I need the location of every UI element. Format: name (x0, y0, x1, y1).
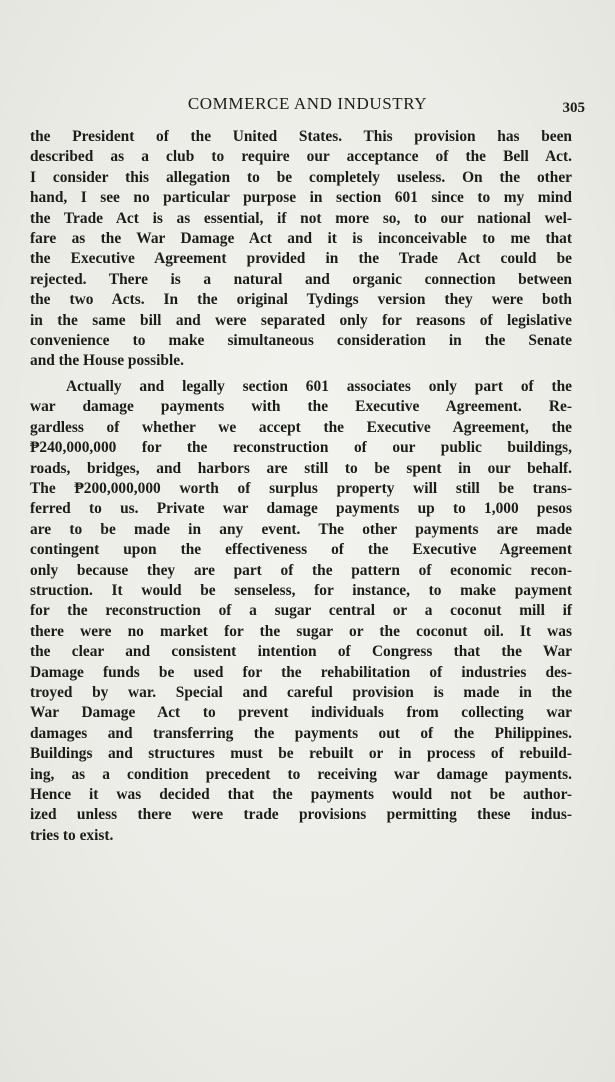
paragraph-1 (30, 127, 572, 372)
text-line: war damage payments with the Executive Agreement. Re- (30, 398, 572, 416)
text-line: fare as the War Damage Act and it is inconceivable to me that (30, 230, 572, 248)
running-head (30, 94, 585, 118)
text-line: there were no market for the sugar or the coconut oil. It was (30, 622, 572, 640)
text-line: Hence it was decided that the payments would not be author- (30, 786, 572, 803)
text-line: hand, I see no particular purpose in section 601 since to my mind (30, 189, 572, 207)
text-line: gardless of whether we accept the Executive Agreement, the (30, 418, 572, 436)
text-line: in the same bill and were separated only for reasons of legislative (30, 311, 572, 329)
text-line: tries to exist. (30, 826, 114, 844)
text-line: struction. It would be senseless, for instance, to make payment (30, 581, 572, 599)
text-line: and the House possible. (30, 352, 184, 370)
paragraph-2 (30, 377, 572, 846)
text-line: the Executive Agreement provided in the Trade Act could be (30, 250, 572, 268)
text-line: ing, as a condition precedent to receiving war damage payments. (30, 765, 572, 783)
text-line: troyed by war. Special and careful provision is made in the (30, 683, 572, 701)
text-line: convenience to make simultaneous consideration in the Senate (30, 332, 572, 350)
text-line: only because they are part of the pattern of economic recon- (30, 561, 572, 579)
text-line: are to be made in any event. The other payments are made (30, 520, 572, 538)
text-line: The ₱200,000,000 worth of surplus property will still be trans- (30, 479, 572, 497)
text-line: the clear and consistent intention of Congress that the War (30, 643, 572, 661)
text-line: War Damage Act to prevent individuals from collecting war (30, 704, 572, 722)
page-number: 305 (562, 100, 585, 116)
text-line: Damage funds be used for the rehabilitation of industries des- (30, 663, 572, 681)
text-line: Actually and legally section 601 associates only part of the (66, 377, 572, 395)
text-line: described as a club to require our acceptance of the Bell Act. (30, 148, 572, 166)
text-line: for the reconstruction of a sugar central or a coconut mill if (30, 602, 572, 620)
body-text (30, 127, 572, 846)
text-line: ferred to us. Private war damage payments up to 1,000 pesos (30, 500, 572, 518)
text-line: contingent upon the effectiveness of the Executive Agreement (30, 541, 572, 559)
text-line: I consider this allegation to be completely useless. On the other (30, 168, 572, 186)
running-title: COMMERCE AND INDUSTRY (187, 94, 428, 113)
text-line: the two Acts. In the original Tydings version they were both (30, 291, 572, 309)
text-line: Buildings and structures must be rebuilt or in process of rebuild- (30, 745, 572, 763)
text-line: rejected. There is a natural and organic connection between (30, 270, 572, 288)
text-line: the Trade Act is as essential, if not more so, to our national wel- (30, 209, 572, 227)
text-line: damages and transferring the payments out of the Philippines. (30, 724, 572, 742)
text-line: ized unless there were trade provisions permitting these indus- (30, 806, 572, 824)
text-line: roads, bridges, and harbors are still to be spent in our behalf. (30, 459, 572, 477)
text-line: ₱240,000,000 for the reconstruction of our public buildings, (30, 439, 572, 457)
text-line: the President of the United States. This provision has been (30, 128, 572, 145)
